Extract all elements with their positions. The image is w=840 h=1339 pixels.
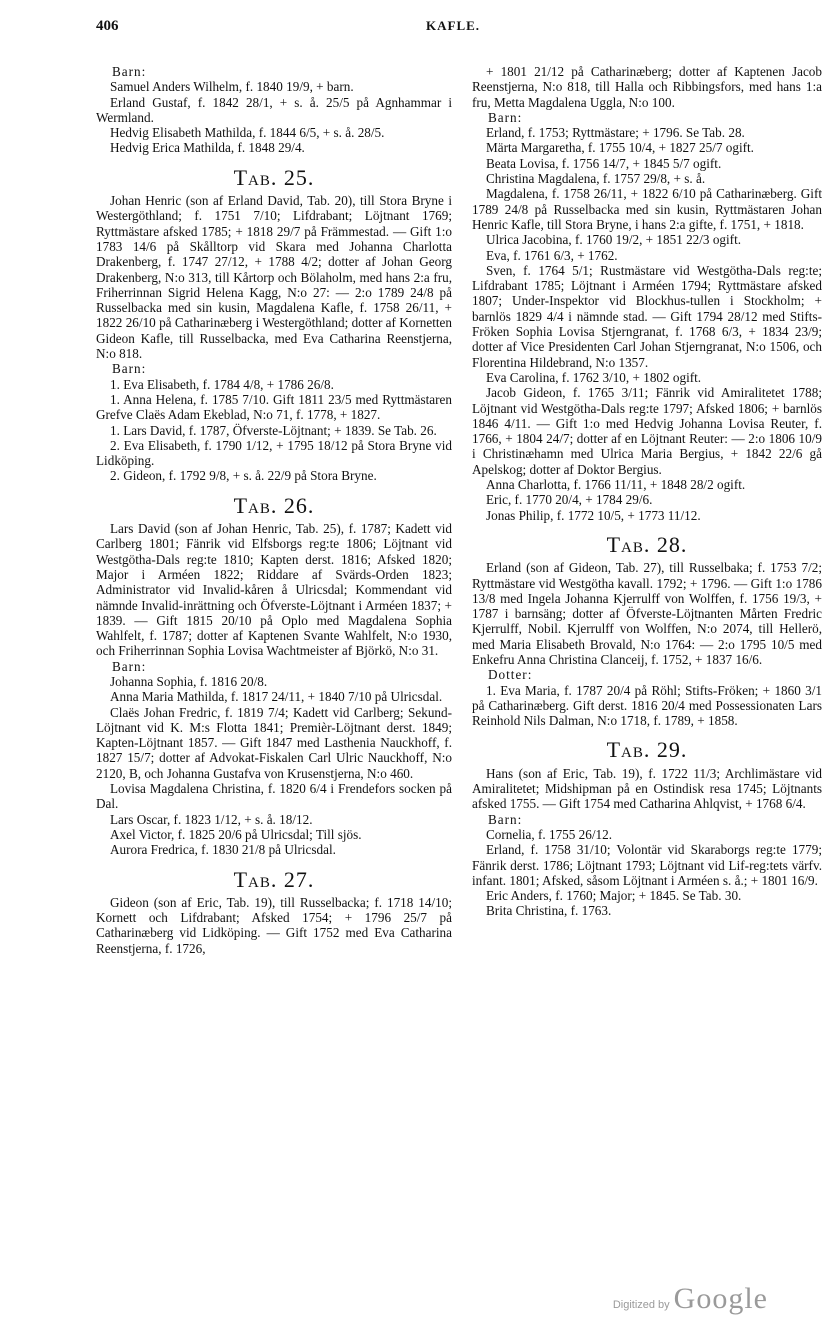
page-header xyxy=(96,18,810,38)
child-entry: Erland Gustaf, f. 1842 28/1, + s. å. 25/5 på Agnhammar i Wermland. xyxy=(96,94,452,125)
child-entry: Cornelia, f. 1755 26/12. xyxy=(486,826,612,842)
tab-heading: Tab. 26. xyxy=(233,492,315,518)
child-entry: Magdalena, f. 1758 26/11, + 1822 6/10 på Catharinæberg. Gift 1789 24/8 på Russelbacka med sin kusin, Ryttmästaren Johan Henric Kafle, till Stora Bryne, i hans 2:a gifte, f. 1751, + 1818. xyxy=(472,186,822,232)
digitized-by-google-watermark xyxy=(613,1282,768,1316)
child-entry: Anna Charlotta, f. 1766 11/11, + 1848 28/2 ogift. xyxy=(486,477,746,493)
child-entry: Brita Christina, f. 1763. xyxy=(486,903,612,919)
child-entry: Eric, f. 1770 20/4, + 1784 29/6. xyxy=(486,492,653,508)
child-entry: 1. Anna Helena, f. 1785 7/10. Gift 1811 23/5 med Ryttmästaren Grefve Claës Adam Ekeblad, N:o 71, f. 1778, + 1827. xyxy=(96,391,452,423)
left-column xyxy=(96,64,452,956)
tab-entry: Erland (son af Gideon, Tab. 27), till Russelbaka; f. 1753 7/2; Ryttmästare vid Westgötha kavall. 1792; + 1796. — Gift 1:o 1786 13/8 med Ingela Johanna Kjerrulff von Wolffen, f. 1756 19/3, + 1787 i barnsäng; dotter af Öfverste-Löjtnanten Mårten Fredric Kjerrulff, Nobil. Kjerrulff von Wolffen, N:o 2074, till Hellerö, med Maria Elisabeth Brovald, N:o 1764: — 2:o 1795 10/5 med Enkefru Anna Christina Clanceij, f. 1752, + 1837 16/6. xyxy=(472,560,822,667)
barn-label: Barn: xyxy=(112,64,147,79)
child-entry: Hedvig Elisabeth Mathilda, f. 1844 6/5, + s. å. 28/5. xyxy=(110,125,385,141)
barn-label: Barn: xyxy=(112,658,147,674)
child-entry: Anna Maria Mathilda, f. 1817 24/11, + 1840 7/10 på Ulricsdal. xyxy=(110,689,443,705)
running-head: KAFLE. xyxy=(426,18,481,33)
barn-label: Barn: xyxy=(112,361,147,377)
child-entry: Jonas Philip, f. 1772 10/5, + 1773 11/12. xyxy=(486,507,701,523)
child-entry: 2. Eva Elisabeth, f. 1790 1/12, + 1795 18/12 på Stora Bryne vid Lidköping. xyxy=(96,437,452,469)
digitized-by-text: Digitized by xyxy=(612,1299,670,1311)
page-number: 406 xyxy=(96,18,119,34)
continued-entry: + 1801 21/12 på Catharinæberg; dotter af Kaptenen Jacob Reenstjerna, N:o 818, till Halla och Ribbingsfors, med hans 1:a fru, Metta Magdalena Uggla, N:o 100. xyxy=(472,64,822,110)
tab-heading: Tab. 29. xyxy=(606,737,688,763)
child-entry: 1. Lars David, f. 1787, Öfverste-Löjtnant; + 1839. Se Tab. 26. xyxy=(110,422,437,438)
child-entry: Eva, f. 1761 6/3, + 1762. xyxy=(486,247,618,263)
child-entry: Aurora Fredrica, f. 1830 21/8 på Ulricsdal. xyxy=(110,842,336,858)
child-entry: Jacob Gideon, f. 1765 3/11; Fänrik vid Amiralitetet 1788; Löjtnant vid Westgötha-Dals reg:te 1797; Afsked 1806; + barnlös 1846 4/11. — Gift 1:o med Hedvig Johanna Lovisa Reuter, f. 1766, + 1804 24/7; dotter af en Löjtnant Reuter: — 2:o 1806 10/9 i Christinæhamn med Ulrica Maria Bergius, + 1842 22/6 gå Apelskog; dotter af Doktor Bergius. xyxy=(472,385,822,477)
tab-entry: Hans (son af Eric, Tab. 19), f. 1722 11/3; Archlimästare vid Amiralitetet; Midshipman på en Ostindisk resa 1745; Löjtnants afsked 1755. — Gift 1754 med Catharina Ahlqvist, + 1768 6/4. xyxy=(472,765,822,812)
child-entry: Johanna Sophia, f. 1816 20/8. xyxy=(110,673,268,689)
tab-heading: Tab. 28. xyxy=(606,531,688,557)
tab-entry: Johan Henric (son af Erland David, Tab. 20), till Stora Bryne i Westergöthland; f. 1751 7/10; Lifdrabant; Löjtnant 1769; Ryttmästare afsked 1785; + 1818 29/7 på Främmestad. — Gift 1:o 1783 14/6 på Skålltorp vid Skara med Johanna Charlotta Drakenberg, f. 1747 27/12, + 1788 4/2; dotter af Johan Georg Drakenberg, N:o 313, till Kårtorp och Bölaholm, med hans 2:a fru, Friherrinnan Sigrid Helena Kagg, N:o 27: — 2:o 1789 24/8 på Russelbacka med sin kusin, Magdalena Kafle, f. 1758 26/11, + 1822 26/10 på Catharinæberg i Westergöthland; dotter af Kornetten Gideon Kafle, till Russelbacka, med Eva Catharina Reenstjerna, N:o 818. xyxy=(96,193,452,362)
child-entry: Lovisa Magdalena Christina, f. 1820 6/4 i Frendefors socken på Dal. xyxy=(96,781,452,812)
child-entry: 1. Eva Elisabeth, f. 1784 4/8, + 1786 26/8. xyxy=(110,376,334,392)
google-logo: Google xyxy=(673,1282,768,1315)
child-entry: 2. Gideon, f. 1792 9/8, + s. å. 22/9 på Stora Bryne. xyxy=(110,468,377,484)
child-entry: Erland, f. 1753; Ryttmästare; + 1796. Se Tab. 28. xyxy=(486,125,745,141)
tab-entry: Gideon (son af Eric, Tab. 19), till Russelbacka; f. 1718 14/10; Kornett och Lifdrabant; Afsked 1754; + 1796 25/7 på Catharinæberg vid Lidköping. — Gift 1752 med Eva Catharina Reenstjerna, f. 1726, xyxy=(96,894,452,956)
child-entry: Erland, f. 1758 31/10; Volontär vid Skaraborgs reg:te 1779; Fänrik derst. 1786; Löjtnant 1793; Löjtnant vid Lif-reg:tets värfv. infant. 1801; Afsked, såsom Löjtnant i Arméen s. å.; + 1801 16/9. xyxy=(472,842,822,888)
barn-label: Barn: xyxy=(488,109,523,125)
child-entry: Sven, f. 1764 5/1; Rustmästare vid Westgötha-Dals reg:te; Lifdrabant 1785; Löjtnant i Arméen 1794; Ryttmästare afsked 1807; Under-Inspektor vid Blockhus-tullen i Stockholm; + barnlös 1829 4/4 i nämnde stad. — Gift 1794 28/12 med Stifts-Fröken Sophia Lovisa Stjerngranat, f. 1768 6/3, + 1834 23/9; dotter af Vice Presidenten Carl Johan Stjerngranat, N:o 1506, och Florentina Hildebrand, N:o 1357. xyxy=(472,262,822,370)
tab-entry: Lars David (son af Johan Henric, Tab. 25), f. 1787; Kadett vid Carlberg 1801; Fänrik vid Elfsborgs reg:te 1806; Löjtnant vid Westgötha-Dals reg:te 1810; Kapten derst. 1816; Afsked 1820; Major i Arméen 1822; Riddare af Svärds-Orden 1823; Administrator vid Invalid-kåren å Ulricsdal; Kommendant vid nämnde Invalid-inrättning och Öfverste-Löjtnant i Arméen 1837; + 1839. — Gift 1815 20/10 på Oplo med Magdalena Sophia Wahlfelt, f. 1787; dotter af Kaptenen Svante Wahlfelt, N:o 1930, och Friherrinnan Sophia Lovisa Wachtmeister af Björkö, N:o 31. xyxy=(96,521,452,659)
child-entry: 1. Eva Maria, f. 1787 20/4 på Röhl; Stifts-Fröken; + 1860 3/1 på Catharinæberg. Gift derst. 1816 20/4 med Possessionaten Lars Reinhold Nils Dalman, N:o 1718, f. 1789, + 1858. xyxy=(472,682,822,729)
child-entry: Hedvig Erica Mathilda, f. 1848 29/4. xyxy=(110,140,305,156)
child-entry: Eva Carolina, f. 1762 3/10, + 1802 ogift. xyxy=(486,369,702,385)
dotter-label: Dotter: xyxy=(488,667,533,683)
child-entry: Axel Victor, f. 1825 20/6 på Ulricsdal; Till sjös. xyxy=(110,826,362,842)
child-entry: Eric Anders, f. 1760; Major; + 1845. Se Tab. 30. xyxy=(486,888,742,904)
child-entry: Märta Margaretha, f. 1755 10/4, + 1827 25/7 ogift. xyxy=(486,140,754,156)
child-entry: Christina Magdalena, f. 1757 29/8, + s. å. xyxy=(486,171,706,187)
child-entry: Lars Oscar, f. 1823 1/12, + s. å. 18/12. xyxy=(110,811,313,827)
barn-label: Barn: xyxy=(488,811,523,827)
right-column xyxy=(472,64,822,919)
child-entry: Beata Lovisa, f. 1756 14/7, + 1845 5/7 ogift. xyxy=(486,155,722,171)
child-entry: Claës Johan Fredric, f. 1819 7/4; Kadett vid Carlberg; Sekund-Löjtnant vid K. M:s Flotta 1841; Premièr-Löjtnant derst. 1849; Kapten-Löjtnant 1857. — Gift 1847 med Lasthenia Nauckhoff, f. 1827 15/7; dotter af Advokat-Fiskalen Carl Ulric Nauckhoff, N:o 2120, B, och Johanna Gustafva von Krusenstjerna, N:o 460. xyxy=(96,704,452,781)
tab-heading: Tab. 25. xyxy=(233,164,315,190)
child-entry: Ulrica Jacobina, f. 1760 19/2, + 1851 22/3 ogift. xyxy=(486,232,742,248)
tab-heading: Tab. 27. xyxy=(233,866,315,892)
child-entry: Samuel Anders Wilhelm, f. 1840 19/9, + barn. xyxy=(110,79,354,95)
